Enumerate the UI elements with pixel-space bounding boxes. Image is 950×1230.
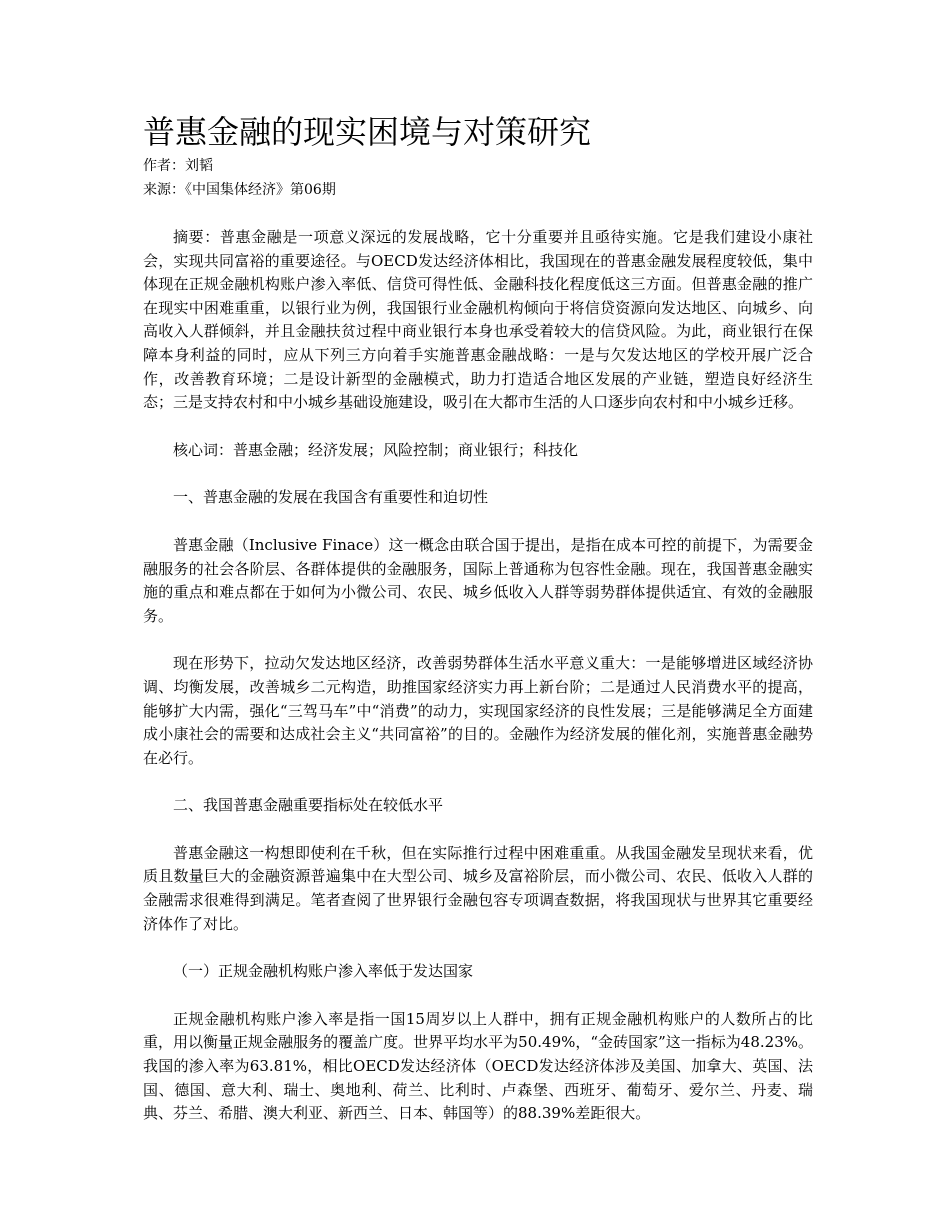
- spacer: [143, 984, 813, 1008]
- spacer: [143, 202, 813, 226]
- body-paragraph: 普惠金融这一构想即使利在千秋，但在实际推行过程中困难重重。从我国金融发呈现状来看，优质且数量巨大的金融资源普遍集中在大型公司、城乡及富裕阶层，而小微公司、农民、低收入人群的金融需求很难得到满足。笔者查阅了世界银行金融包容专项调查数据，将我国现状与世界其它重要经济体作了对比。: [143, 843, 813, 933]
- subsection-heading-1: （一）正规金融机构账户渗入率低于发达国家: [173, 962, 474, 981]
- section-heading-1: 一、普惠金融的发展在我国含有重要性和迫切性: [173, 488, 489, 507]
- spacer: [143, 415, 813, 439]
- article-author: 作者：刘韬: [143, 158, 213, 174]
- spacer: [143, 770, 813, 794]
- spacer: [143, 510, 813, 534]
- article-source: 来源：《中国集体经济》第06期: [143, 182, 336, 198]
- section-heading-2: 二、我国普惠金融重要指标处在较低水平: [173, 796, 444, 815]
- spacer: [143, 936, 813, 960]
- body-paragraph: 正规金融机构账户渗入率是指一国15周岁以上人群中，拥有正规金融机构账户的人数所占的比重，用以衡量正规金融服务的覆盖广度。世界平均水平为50.49%，“金砖国家”这一指标为48.23%。我国的渗入率为63.81%，相比OECD发达经济体（OECD发达经济体涉及美国、加拿大、英国、法国、德国、意大利、瑞士、奥地利、荷兰、比利时、卢森堡、西班牙、葡萄牙、爱尔兰、丹麦、瑞典、芬兰、希腊、澳大利亚、新西兰、日本、韩国等）的88.39%差距很大。: [143, 1009, 813, 1123]
- spacer: [143, 818, 813, 842]
- article-title: 普惠金融的现实困境与对策研究: [143, 113, 592, 151]
- body-paragraph: 现在形势下，拉动欠发达地区经济，改善弱势群体生活水平意义重大：一是能够增进区域经济协调、均衡发展，改善城乡二元构造，助推国家经济实力再上新台阶；二是通过人民消费水平的提高，能够扩大内需，强化“三驾马车”中“消费”的动力，实现国家经济的良性发展；三是能够满足全方面建成小康社会的需要和达成社会主义“共同富裕”的目的。金融作为经济发展的催化剂，实施普惠金融势在必行。: [143, 654, 813, 767]
- spacer: [143, 628, 813, 652]
- body-paragraph: 普惠金融（Inclusive Finace）这一概念由联合国于提出，是指在成本可控的前提下，为需要金融服务的社会各阶层、各群体提供的金融服务，国际上普通称为包容性金融。现在，我国普惠金融实施的重点和难点都在于如何为小微公司、农民、城乡低收入人群等弱势群体提供适宜、有效的金融服务。: [143, 535, 813, 625]
- abstract-paragraph: 摘要：普惠金融是一项意义深远的发展战略，它十分重要并且亟待实施。它是我们建设小康社会，实现共同富裕的重要途径。与OECD发达经济体相比，我国现在的普惠金融发展程度较低，集中体现在正规金融机构账户渗入率低、信贷可得性低、金融科技化程度低这三方面。但普惠金融的推广在现实中困难重重，以银行业为例，我国银行业金融机构倾向于将信贷资源向发达地区、向城乡、向高收入人群倾斜，并且金融扶贫过程中商业银行本身也承受着较大的信贷风险。为此，商业银行在保障本身利益的同时，应从下列三方向着手实施普惠金融战略：一是与欠发达地区的学校开展广泛合作，改善教育环境；二是设计新型的金融模式，助力打造适合地区发展的产业链，塑造良好经济生态；三是支持农村和中小城乡基础设施建设，吸引在大都市生活的人口逐步向农村和中小城乡迁移。: [143, 228, 813, 412]
- spacer: [143, 462, 813, 486]
- document-page: [143, 112, 813, 1126]
- keywords-paragraph: 核心词：普惠金融；经济发展；风险控制；商业银行；科技化: [173, 440, 579, 459]
